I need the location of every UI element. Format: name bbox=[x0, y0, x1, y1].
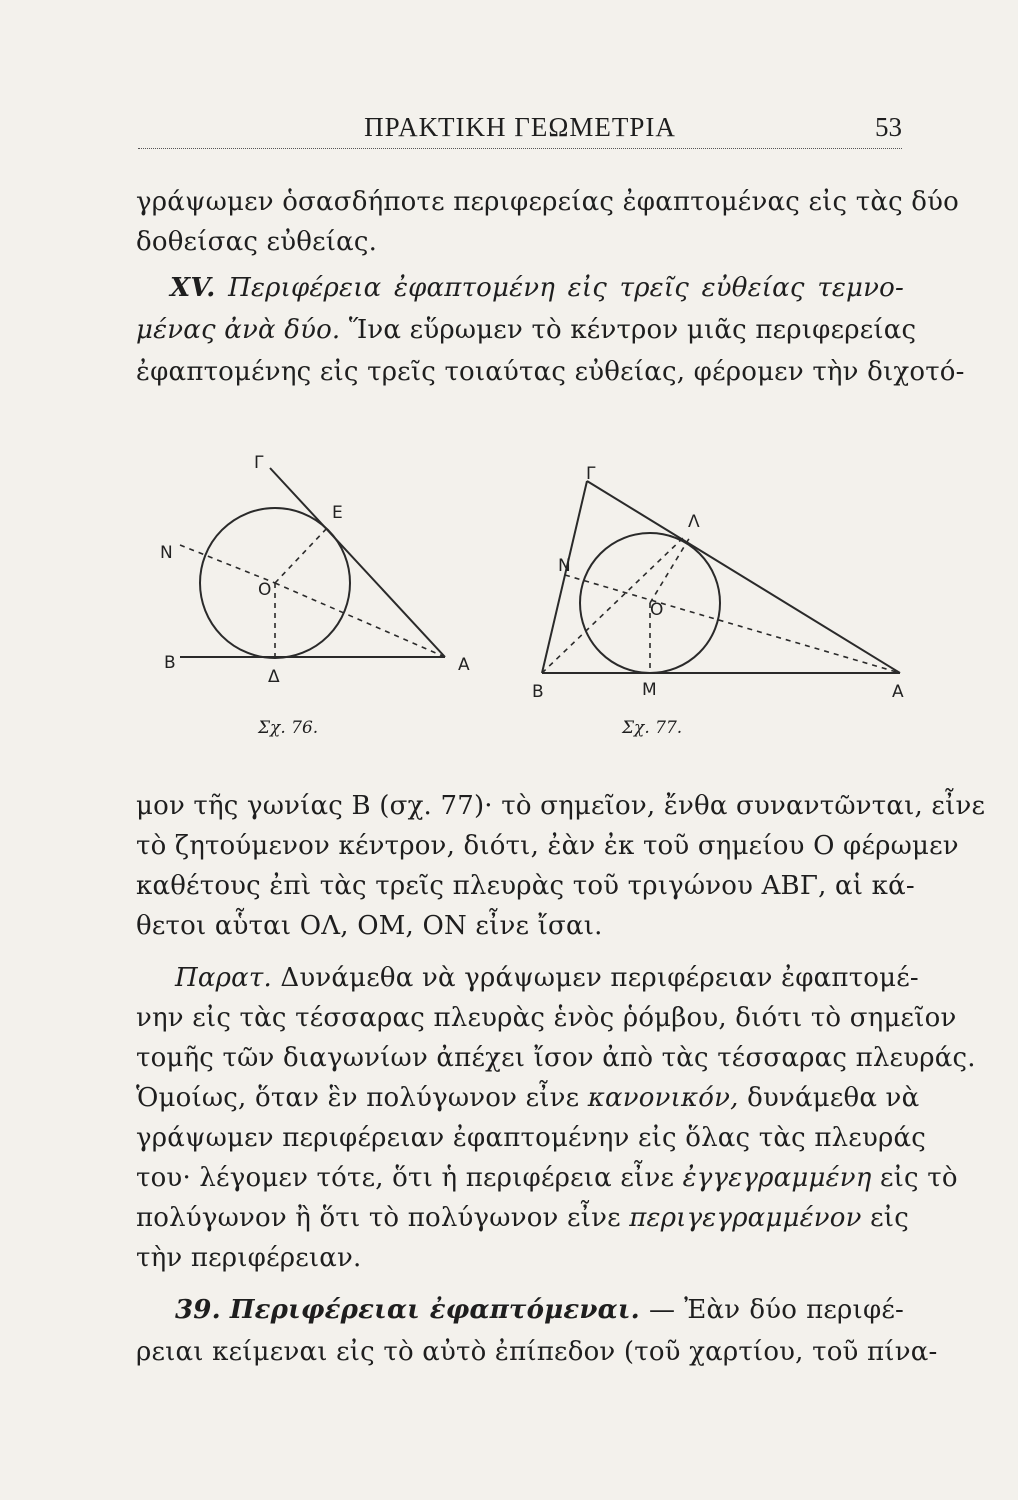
text-line: δοθείσας εὐθείας. bbox=[136, 227, 378, 257]
line-ga bbox=[270, 468, 445, 657]
section-39-heading bbox=[175, 1290, 904, 1330]
text-line bbox=[136, 1158, 958, 1198]
section-title-cont: μένας ἀνὰ δύο. bbox=[136, 315, 341, 345]
text-line: τὸ ζητούμενον κέντρον, διότι, ἐὰν ἐκ τοῦ σημείου Ο φέρωμεν bbox=[136, 831, 959, 861]
label-L: Λ bbox=[688, 512, 700, 532]
text-line bbox=[136, 1198, 909, 1238]
label-D: Δ bbox=[268, 667, 280, 687]
italic-term: περιγεγραμμένον bbox=[629, 1203, 862, 1233]
label-A: Α bbox=[892, 682, 904, 702]
perp-ol bbox=[650, 537, 690, 603]
text-span: εἰς bbox=[870, 1203, 909, 1233]
text-span: δυνάμεθα νὰ bbox=[747, 1083, 920, 1113]
section-number: 39. bbox=[175, 1295, 221, 1325]
section-title: Περιφέρειαι ἐφαπτόμεναι. bbox=[229, 1295, 640, 1325]
italic-term: ἐγγεγραμμένη bbox=[682, 1163, 872, 1193]
text-line: μον τῆς γωνίας Β (σχ. 77)· τὸ σημεῖον, ἔνθα συναντῶνται, εἶνε bbox=[136, 791, 986, 821]
label-N: Ν bbox=[160, 543, 173, 563]
text-line bbox=[136, 1078, 920, 1118]
side-bg bbox=[542, 481, 587, 673]
label-O: Ο bbox=[650, 600, 664, 620]
text-line: θετοι αὗται ΟΛ, ΟΜ, ΟΝ εἶνε ἴσαι. bbox=[136, 911, 603, 941]
text-line: ἐφαπτομένης εἰς τρεῖς τοιαύτας εὐθείας, φέρομεν τὴν διχοτό- bbox=[136, 357, 965, 387]
text-span: — Ἐὰν δύο περιφέ- bbox=[648, 1295, 905, 1325]
figure-77 bbox=[520, 455, 910, 715]
section-title: Περιφέρεια ἐφαπτομένη εἰς τρεῖς εὐθείας τεμνο- bbox=[228, 273, 905, 303]
label-M: Μ bbox=[642, 680, 657, 700]
italic-term: κανονικόν, bbox=[587, 1083, 739, 1113]
side-ga bbox=[587, 481, 900, 673]
text-line: καθέτους ἐπὶ τὰς τρεῖς πλευρὰς τοῦ τριγώνου ΑΒΓ, αἱ κά- bbox=[136, 871, 915, 901]
label-O: Ο bbox=[258, 580, 272, 600]
text-line: νην εἰς τὰς τέσσαρας πλευρὰς ἑνὸς ῥόμβου, διότι τὸ σημεῖον bbox=[136, 1003, 957, 1033]
label-G: Γ bbox=[586, 464, 596, 484]
figure-77-caption: Σχ. 77. bbox=[622, 718, 683, 738]
label-B: Β bbox=[164, 653, 176, 673]
radius-oe bbox=[275, 527, 328, 583]
radius-on bbox=[180, 545, 275, 583]
figure-76-caption: Σχ. 76. bbox=[258, 718, 319, 738]
label-N: Ν bbox=[558, 556, 571, 576]
text-line bbox=[136, 310, 917, 350]
label-A: Α bbox=[458, 655, 470, 675]
text-line: γράψωμεν ὁσασδήποτε περιφερείας ἐφαπτομένας εἰς τὰς δύο bbox=[136, 187, 960, 217]
bisector-a bbox=[565, 575, 900, 673]
text-span: Ὁμοίως, ὅταν ἓν πολύγωνον εἶνε bbox=[136, 1083, 580, 1113]
label-G: Γ bbox=[254, 453, 264, 473]
section-xv-heading bbox=[170, 268, 904, 308]
text-line: ρειαι κείμεναι εἰς τὸ αὐτὸ ἐπίπεδον (τοῦ χαρτίου, τοῦ πίνα- bbox=[136, 1337, 938, 1367]
bisector-ao bbox=[275, 583, 445, 657]
label-B: Β bbox=[532, 682, 544, 702]
section-number: XV. bbox=[170, 273, 216, 303]
text-line: τομῆς τῶν διαγωνίων ἀπέχει ἴσον ἀπὸ τὰς τέσσαρας πλευράς. bbox=[136, 1043, 976, 1073]
text-span: του· λέγομεν τότε, ὅτι ἡ περιφέρεια εἶνε bbox=[136, 1163, 675, 1193]
page-number: 53 bbox=[875, 112, 902, 142]
page-header bbox=[138, 108, 902, 149]
remark-label: Παρατ. bbox=[175, 963, 272, 993]
text-line: τὴν περιφέρειαν. bbox=[136, 1243, 362, 1273]
text-line: γράψωμεν περιφέρειαν ἐφαπτομένην εἰς ὅλας τὰς πλευράς bbox=[136, 1123, 926, 1153]
text-span: πολύγωνον ἢ ὅτι τὸ πολύγωνον εἶνε bbox=[136, 1203, 621, 1233]
text-span: Δυνάμεθα νὰ γράψωμεν περιφέρειαν ἐφαπτομέ- bbox=[280, 963, 919, 993]
label-E: Ε bbox=[332, 503, 343, 523]
figure-76 bbox=[150, 440, 490, 760]
remark-line bbox=[175, 958, 919, 998]
running-title: ΠΡΑΚΤΙΚΗ ΓΕΩΜΕΤΡΙΑ bbox=[364, 112, 676, 142]
text-span: εἰς τὸ bbox=[879, 1163, 958, 1193]
text-span: Ἵνα εὕρωμεν τὸ κέντρον μιᾶς περιφερείας bbox=[348, 315, 917, 345]
